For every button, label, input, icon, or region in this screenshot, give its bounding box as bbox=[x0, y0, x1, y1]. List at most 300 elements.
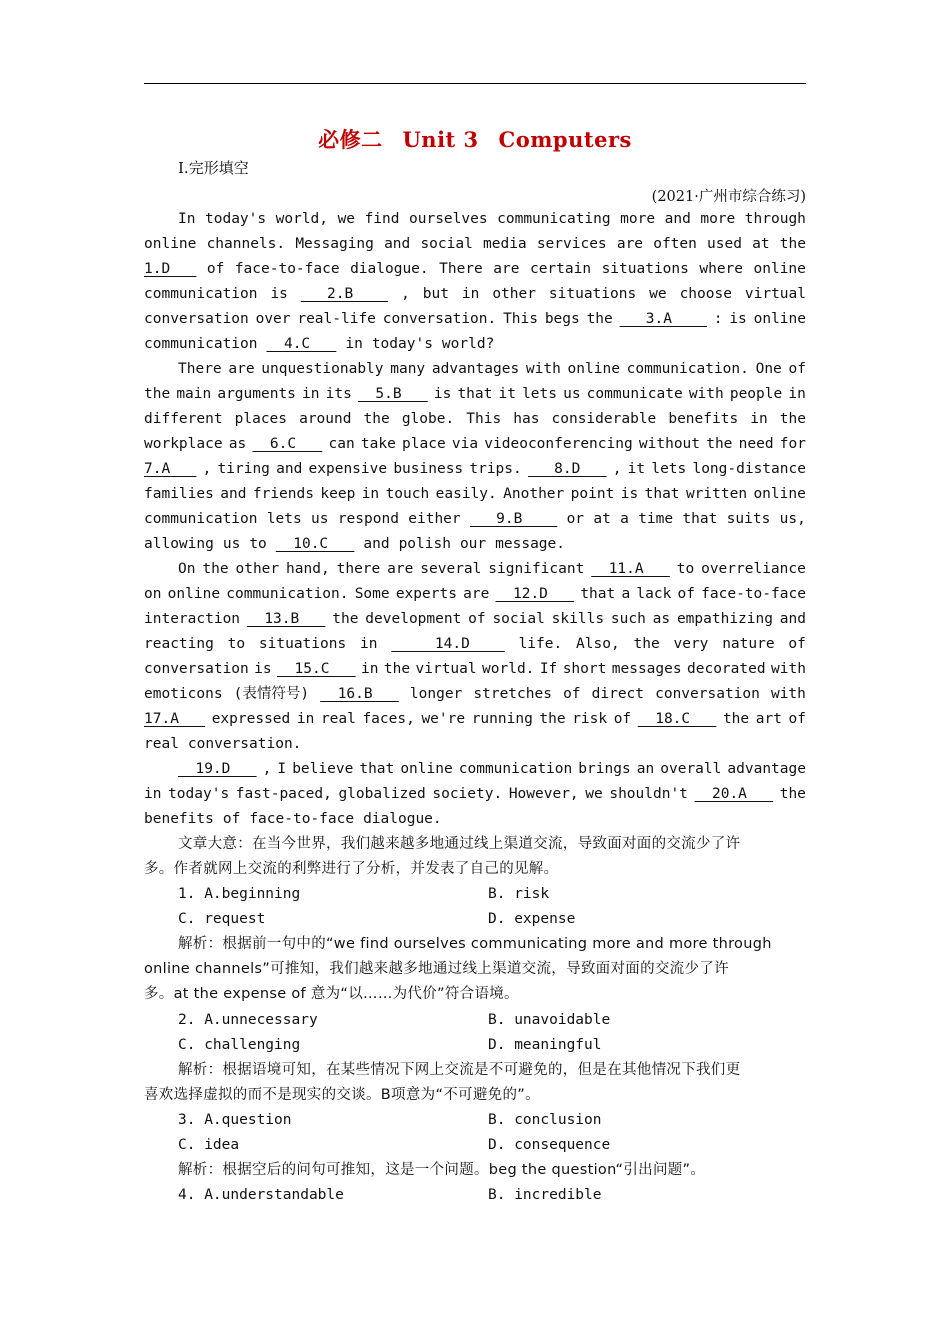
word: with bbox=[525, 361, 561, 377]
word: in bbox=[361, 661, 379, 677]
word: is bbox=[270, 286, 288, 302]
word: decorated bbox=[687, 661, 766, 677]
word: lets bbox=[522, 386, 557, 402]
word: and bbox=[664, 211, 691, 227]
word: interaction bbox=[144, 611, 241, 627]
text-line bbox=[178, 757, 806, 782]
word: tiring bbox=[217, 461, 270, 477]
word: 多。作者就网上交流的利弊进行了分析，并发表了自己的见解。 bbox=[144, 861, 559, 877]
word: easily. bbox=[435, 486, 497, 502]
word: us, bbox=[779, 511, 806, 527]
word: real-life bbox=[297, 311, 376, 327]
word: communication bbox=[144, 286, 258, 302]
option-left: 3. A.question bbox=[178, 1112, 292, 1128]
word: often bbox=[653, 236, 697, 252]
answer-blank: 6.C bbox=[252, 436, 323, 452]
word: we bbox=[585, 786, 603, 802]
word: trips. bbox=[469, 461, 522, 477]
word: Another bbox=[503, 486, 565, 502]
word: dialogue. bbox=[363, 811, 442, 827]
text-line bbox=[144, 782, 806, 807]
word: media bbox=[483, 236, 527, 252]
word: begs bbox=[544, 311, 580, 327]
word: reacting bbox=[144, 636, 214, 652]
word: people bbox=[729, 386, 783, 402]
word: is bbox=[729, 311, 747, 327]
word: online channels”可推知，我们越来越多地通过线上渠道交流，导致面对面的交流少了许 bbox=[144, 961, 729, 977]
word: social bbox=[492, 611, 545, 627]
word: emoticons bbox=[144, 686, 223, 702]
word: are bbox=[616, 236, 644, 252]
option-right: D. meaningful bbox=[488, 1037, 602, 1053]
word: In bbox=[178, 211, 196, 227]
word: conversation. bbox=[187, 736, 302, 752]
word: today's bbox=[205, 211, 267, 227]
word: where bbox=[699, 261, 744, 277]
word: to bbox=[227, 636, 246, 652]
word: on bbox=[144, 586, 162, 602]
word: it bbox=[627, 461, 646, 477]
word: in bbox=[788, 386, 806, 402]
word: around bbox=[299, 411, 352, 427]
word: 解析：根据前一句中的“we find ourselves communicating more and more through bbox=[178, 936, 772, 952]
word: 喜欢选择虚拟的而不是现实的交谈。B项意为“不可避免的”。 bbox=[144, 1087, 540, 1103]
word: communication bbox=[144, 511, 258, 527]
word: in bbox=[144, 786, 162, 802]
word: the bbox=[722, 711, 750, 727]
word: can bbox=[328, 436, 355, 452]
text-line bbox=[144, 807, 806, 832]
answer-blank: 1.D bbox=[144, 261, 197, 277]
word: find bbox=[364, 211, 400, 227]
word: channels. bbox=[206, 236, 286, 252]
word: has bbox=[513, 411, 540, 427]
word: used bbox=[707, 236, 742, 252]
answer-blank: 4.C bbox=[266, 336, 337, 352]
word: longer bbox=[409, 686, 463, 702]
option-right: D. expense bbox=[488, 911, 576, 927]
word: either bbox=[408, 511, 461, 527]
word: suits bbox=[726, 511, 771, 527]
word: arguments bbox=[217, 386, 296, 402]
word: overreliance bbox=[701, 561, 806, 577]
word: situations bbox=[601, 261, 689, 277]
word: of bbox=[206, 261, 225, 277]
word: as bbox=[228, 436, 247, 452]
word: take bbox=[360, 436, 396, 452]
text-line bbox=[144, 532, 806, 557]
word: skills bbox=[551, 611, 605, 627]
word: expensive bbox=[308, 461, 388, 477]
page-title bbox=[0, 124, 950, 154]
word: , bbox=[262, 761, 272, 777]
word: communication. bbox=[226, 586, 349, 602]
answer-blank: 11.A bbox=[591, 561, 670, 577]
text-line bbox=[144, 307, 806, 332]
answer-blank: 8.D bbox=[527, 461, 607, 477]
word: of bbox=[788, 361, 806, 377]
text-line bbox=[144, 382, 806, 407]
text-line bbox=[178, 932, 806, 957]
word: places bbox=[234, 411, 288, 427]
word: life. bbox=[518, 636, 563, 652]
word: us bbox=[311, 511, 329, 527]
word: 多。at the expense of 意为“以……为代价”符合语境。 bbox=[144, 986, 519, 1002]
word: , bbox=[202, 461, 212, 477]
word: time bbox=[638, 511, 674, 527]
word: of bbox=[563, 686, 581, 702]
option-left: C. challenging bbox=[178, 1037, 301, 1053]
word: very bbox=[673, 636, 709, 652]
word: via bbox=[451, 436, 479, 452]
word: today's bbox=[168, 786, 230, 802]
option-left: C. idea bbox=[178, 1137, 240, 1153]
word: in bbox=[296, 711, 315, 727]
word: the bbox=[383, 661, 411, 677]
word: : bbox=[713, 311, 723, 327]
text-line bbox=[144, 682, 806, 707]
word: without bbox=[638, 436, 701, 452]
word: world. bbox=[482, 661, 535, 677]
word: videoconferencing bbox=[484, 436, 633, 452]
answer-blank: 20.A bbox=[694, 786, 774, 802]
word: fast-paced, bbox=[235, 786, 332, 802]
text-line bbox=[144, 432, 806, 457]
word: the bbox=[144, 386, 171, 402]
word: in bbox=[345, 336, 363, 352]
word: expressed bbox=[211, 711, 291, 727]
word: messages bbox=[611, 661, 682, 677]
word: that bbox=[457, 386, 493, 402]
word: nature bbox=[722, 636, 775, 652]
word: online bbox=[753, 311, 806, 327]
word: of bbox=[468, 611, 486, 627]
text-line bbox=[144, 457, 806, 482]
word: online bbox=[753, 486, 806, 502]
word: Messaging bbox=[295, 236, 374, 252]
word: Some bbox=[354, 586, 390, 602]
word: world? bbox=[441, 336, 495, 352]
text-line bbox=[178, 1158, 806, 1183]
word: lack bbox=[636, 586, 672, 602]
text-line bbox=[144, 332, 806, 357]
word: of bbox=[222, 811, 241, 827]
word: conversation bbox=[144, 661, 249, 677]
text-line bbox=[144, 732, 806, 757]
word: are bbox=[463, 586, 490, 602]
word: benefits bbox=[668, 411, 739, 427]
word: of bbox=[613, 711, 632, 727]
text-line bbox=[144, 657, 806, 682]
word: there bbox=[336, 561, 381, 577]
word: stretches bbox=[473, 686, 552, 702]
word: is bbox=[620, 486, 639, 502]
text-line bbox=[144, 407, 806, 432]
text-line bbox=[144, 257, 806, 282]
word: written bbox=[685, 486, 748, 502]
word: in bbox=[360, 636, 378, 652]
word: different bbox=[144, 411, 223, 427]
word: world, bbox=[275, 211, 329, 227]
word: However, bbox=[508, 786, 579, 802]
option-right: B. risk bbox=[488, 886, 550, 902]
word: an bbox=[636, 761, 655, 777]
word: point bbox=[570, 486, 615, 502]
word: significant bbox=[488, 561, 585, 577]
answer-blank: 3.A bbox=[619, 311, 707, 327]
word: main bbox=[176, 386, 212, 402]
word: a bbox=[621, 586, 631, 602]
word: the bbox=[706, 436, 733, 452]
word: as bbox=[652, 611, 671, 627]
option-left: 1. A.beginning bbox=[178, 886, 301, 902]
word: in bbox=[750, 411, 768, 427]
word: If bbox=[539, 661, 558, 677]
word: long-distance bbox=[692, 461, 806, 477]
word: benefits bbox=[144, 811, 214, 827]
option-right: B. unavoidable bbox=[488, 1012, 611, 1028]
word: business bbox=[393, 461, 464, 477]
word: need bbox=[738, 436, 774, 452]
word: workplace bbox=[144, 436, 223, 452]
word: art bbox=[755, 711, 782, 727]
word: running bbox=[471, 711, 533, 727]
word: (表情符号) bbox=[233, 686, 310, 702]
word: I bbox=[277, 761, 287, 777]
word: is bbox=[254, 661, 272, 677]
word: the bbox=[586, 311, 613, 327]
word: advantage bbox=[727, 761, 806, 777]
word: us bbox=[222, 536, 241, 552]
word: 文章大意：在当今世界，我们越来越多地通过线上渠道交流，导致面对面的交流少了许 bbox=[178, 836, 741, 852]
word: overall bbox=[660, 761, 722, 777]
word: online bbox=[567, 361, 620, 377]
word: respond bbox=[337, 511, 399, 527]
word: face-to-face bbox=[234, 261, 340, 277]
word: the bbox=[202, 561, 229, 577]
word: the bbox=[779, 786, 806, 802]
word: it bbox=[498, 386, 516, 402]
word: other bbox=[492, 286, 536, 302]
word: , bbox=[612, 461, 622, 477]
word: are bbox=[493, 261, 520, 277]
text-line bbox=[144, 1083, 806, 1108]
word: direct bbox=[591, 686, 645, 702]
word: and bbox=[779, 611, 806, 627]
word: experts bbox=[395, 586, 457, 602]
word: shouldn't bbox=[609, 786, 688, 802]
option-left: 2. A.unnecessary bbox=[178, 1012, 318, 1028]
text-line bbox=[178, 357, 806, 382]
word: conversation bbox=[655, 686, 760, 702]
word: online bbox=[167, 586, 221, 602]
word: faces, bbox=[362, 711, 415, 727]
word: the bbox=[779, 411, 806, 427]
word: 解析：根据语境可知，在某些情况下网上交流是不可避免的，但是在其他情况下我们更 bbox=[178, 1062, 741, 1078]
word: friends bbox=[252, 486, 314, 502]
word: more bbox=[700, 211, 736, 227]
text-line bbox=[144, 632, 806, 657]
word: polish bbox=[398, 536, 451, 552]
word: communicating bbox=[497, 211, 611, 227]
word: or bbox=[566, 511, 585, 527]
word: we're bbox=[421, 711, 466, 727]
word: today's bbox=[371, 336, 433, 352]
answer-blank: 16.B bbox=[320, 686, 399, 702]
word: advantages bbox=[431, 361, 520, 377]
word: the bbox=[332, 611, 359, 627]
word: Also, bbox=[576, 636, 620, 652]
answer-blank: 17.A bbox=[144, 711, 206, 727]
answer-blank: 13.B bbox=[246, 611, 326, 627]
answer-blank: 9.B bbox=[469, 511, 558, 527]
word: society. bbox=[432, 786, 503, 802]
word: a bbox=[620, 511, 629, 527]
option-right: B. conclusion bbox=[488, 1112, 602, 1128]
word: to bbox=[676, 561, 695, 577]
word: unquestionably bbox=[261, 361, 384, 377]
word: at bbox=[593, 511, 611, 527]
answer-blank: 15.C bbox=[277, 661, 356, 677]
text-line bbox=[178, 557, 806, 582]
answer-blank: 19.D bbox=[178, 761, 257, 777]
title-unit: Unit 3 bbox=[402, 127, 479, 152]
answer-blank: 10.C bbox=[275, 536, 355, 552]
word: online bbox=[400, 761, 453, 777]
word: real bbox=[144, 736, 179, 752]
word: virtual bbox=[744, 286, 806, 302]
option-right: D. consequence bbox=[488, 1137, 611, 1153]
word: This bbox=[503, 311, 538, 327]
word: many bbox=[390, 361, 426, 377]
text-line bbox=[144, 482, 806, 507]
text-line bbox=[144, 707, 806, 732]
word: online bbox=[753, 261, 806, 277]
word: for bbox=[779, 436, 806, 452]
word: of bbox=[788, 636, 806, 652]
word: face-to-face bbox=[249, 811, 355, 827]
word: more bbox=[620, 211, 656, 227]
word: to bbox=[249, 536, 267, 552]
word: believe bbox=[292, 761, 354, 777]
word: communicate bbox=[586, 386, 683, 402]
word: considerable bbox=[551, 411, 657, 427]
word: of bbox=[788, 711, 806, 727]
word: with bbox=[770, 686, 806, 702]
word: several bbox=[420, 561, 482, 577]
text-line bbox=[144, 957, 806, 982]
answer-blank: 14.D bbox=[391, 636, 505, 652]
word: situations bbox=[258, 636, 347, 652]
word: brings bbox=[578, 761, 631, 777]
word: us bbox=[563, 386, 581, 402]
word: in bbox=[361, 486, 380, 502]
word: ourselves bbox=[409, 211, 488, 227]
word: and bbox=[220, 486, 247, 502]
word: risk bbox=[572, 711, 608, 727]
word: and bbox=[363, 536, 390, 552]
word: with bbox=[771, 661, 806, 677]
word: face-to-face bbox=[701, 586, 806, 602]
word: in bbox=[302, 386, 320, 402]
title-topic: Computers bbox=[498, 127, 632, 152]
text-line bbox=[178, 1058, 806, 1083]
text-line bbox=[178, 832, 806, 857]
word: are bbox=[228, 361, 255, 377]
word: families bbox=[144, 486, 214, 502]
word: other bbox=[235, 561, 280, 577]
source-note: (2021·广州市综合练习) bbox=[651, 189, 806, 205]
text-line bbox=[144, 982, 806, 1007]
section-label: Ⅰ.完形填空 bbox=[178, 159, 249, 177]
word: allowing bbox=[144, 536, 214, 552]
answer-blank: 5.B bbox=[357, 386, 428, 402]
answer-blank: 12.D bbox=[495, 586, 575, 602]
title-book: 必修二 bbox=[318, 127, 383, 152]
option-left: C. request bbox=[178, 911, 266, 927]
word: hand, bbox=[286, 561, 330, 577]
word: dialogue. bbox=[350, 261, 429, 277]
word: is bbox=[433, 386, 452, 402]
word: lets bbox=[266, 511, 302, 527]
word: we bbox=[649, 286, 667, 302]
word: at bbox=[752, 236, 770, 252]
word: short bbox=[562, 661, 607, 677]
option-right: B. incredible bbox=[488, 1187, 602, 1203]
word: globalized bbox=[338, 786, 426, 802]
answer-blank: 18.C bbox=[637, 711, 717, 727]
option-left: 4. A.understandable bbox=[178, 1187, 344, 1203]
text-line bbox=[144, 232, 806, 257]
word: There bbox=[178, 361, 222, 377]
answer-blank: 2.B bbox=[300, 286, 389, 302]
text-line bbox=[144, 507, 806, 532]
word: online bbox=[144, 236, 197, 252]
word: the bbox=[539, 711, 566, 727]
word: virtual bbox=[415, 661, 477, 677]
word: On bbox=[178, 561, 196, 577]
text-line bbox=[144, 582, 806, 607]
word: One bbox=[755, 361, 782, 377]
word: 解析：根据空后的问句可推知，这是一个问题。beg the question“引出问题”。 bbox=[178, 1162, 706, 1178]
word: and bbox=[276, 461, 303, 477]
word: situations bbox=[548, 286, 637, 302]
word: This bbox=[466, 411, 502, 427]
word: keep bbox=[320, 486, 356, 502]
word: with bbox=[688, 386, 724, 402]
word: real bbox=[320, 711, 356, 727]
word: in bbox=[461, 286, 480, 302]
word: communication bbox=[144, 336, 258, 352]
word: development bbox=[365, 611, 462, 627]
word: lets bbox=[651, 461, 687, 477]
word: of bbox=[677, 586, 695, 602]
text-line bbox=[144, 282, 806, 307]
word: over bbox=[255, 311, 291, 327]
word: the bbox=[633, 636, 660, 652]
word: services bbox=[536, 236, 607, 252]
word: that bbox=[682, 511, 718, 527]
text-line bbox=[144, 857, 806, 882]
word: conversation. bbox=[382, 311, 497, 327]
word: that bbox=[644, 486, 680, 502]
word: that bbox=[359, 761, 395, 777]
answer-blank: 7.A bbox=[144, 461, 197, 477]
word: empathizing bbox=[676, 611, 773, 627]
word: the bbox=[363, 411, 390, 427]
text-line bbox=[178, 207, 806, 232]
word: communication. bbox=[626, 361, 749, 377]
